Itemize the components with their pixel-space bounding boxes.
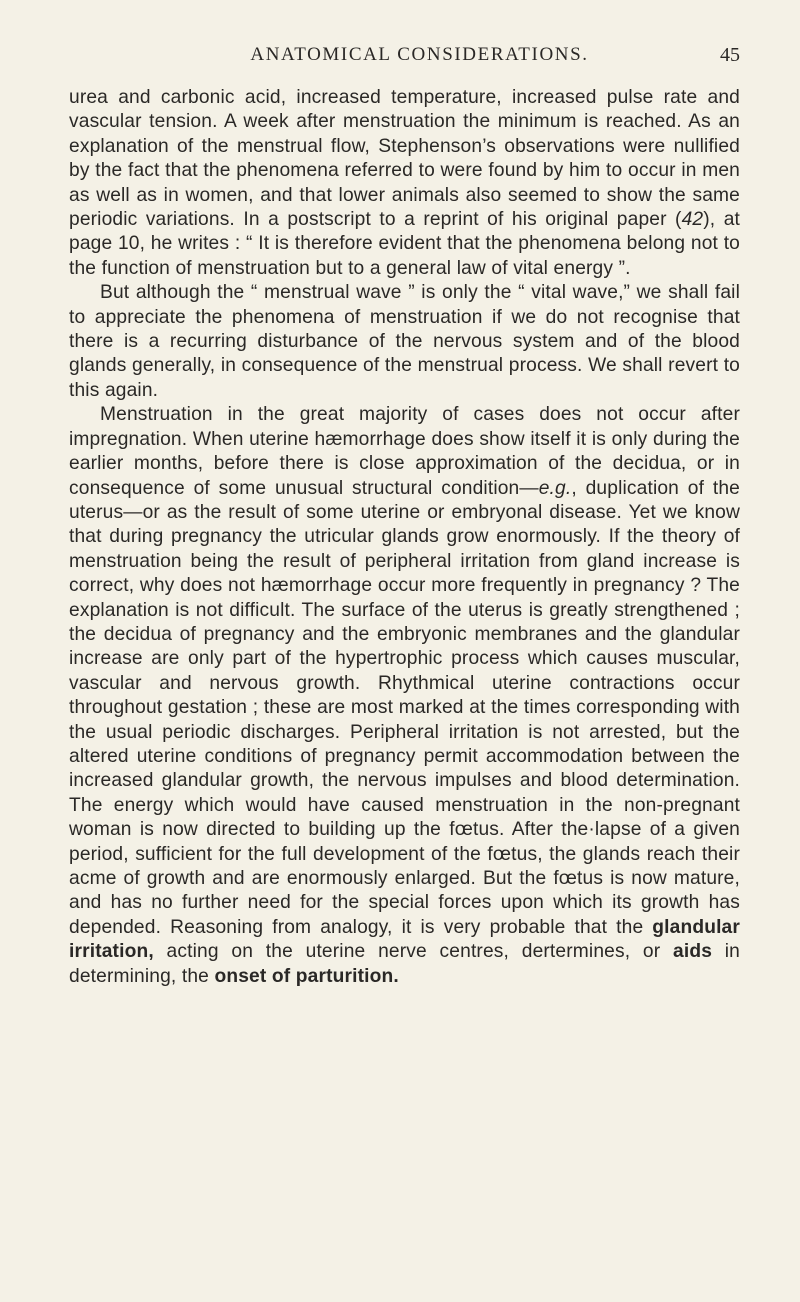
text-run: in determining, the <box>69 941 740 987</box>
text-run: But although the “ menstrual wave ” is only the “ vital wave,” we shall fail to appreciate the phenomena of menstruation if we do not recognise that there is a recurring disturbance of the nervous system and of the blood glands generally, in consequence of the menstrual process. We shall revert to this again. <box>69 282 740 401</box>
italic-abbreviation: e.g. <box>538 477 572 499</box>
paragraph-3 <box>69 403 740 989</box>
bold-term-onset-of-parturition: onset of parturition. <box>214 965 399 987</box>
text-run: ), at page 10, he writes : “ It is therefore evident that the phenomena belong not to the function of menstruation but to a general law of vital energy ”. <box>69 209 740 279</box>
page-number: 45 <box>720 44 740 66</box>
citation-number: 42 <box>681 209 704 231</box>
body-text <box>69 86 740 989</box>
running-title: ANATOMICAL CONSIDERATIONS. <box>250 44 589 65</box>
text-run: acting on the uterine nerve centres, dertermines, or <box>153 941 674 963</box>
text-run: Menstruation in the great majority of cases does not occur after impregnation. When uterine hæmorrhage does show itself it is only during the earlier months, before there is close approximation of the decidua, or in consequence of some unusual structural condition— <box>69 404 740 499</box>
bold-term-glandular-irritation: glandular irritation, <box>69 916 740 963</box>
paragraph-1 <box>69 86 740 281</box>
paragraph-2 <box>69 281 740 403</box>
bold-term-aids: aids <box>673 941 713 963</box>
running-head <box>69 44 740 76</box>
text-run: urea and carbonic acid, increased temperature, increased pulse rate and vascular tension. A week after menstruation the minimum is reached. As an explanation of the menstrual flow, Stephenson’s observations were nullified by the fact that the phenomena referred to were found by him to occur in men as well as in women, and that lower animals also seemed to show the same periodic variations. In a postscript to a reprint of his original paper ( <box>69 87 740 231</box>
text-run: , duplication of the uterus—or as the result of some uterine or embryonal disease. Yet we know that during pregnancy the utricular glands grow enormously. If the theory of menstruation being the result of peripheral irritation from gland increase is correct, why does not hæmorrhage occur more frequently in pregnancy ? The explanation is not difficult. The surface of the uterus is greatly strengthened ; the decidua of pregnancy and the embryonic membranes and the glandular increase are only part of the hypertrophic process which causes muscular, vascular and nervous growth. Rhythmical uterine contractions occur throughout gestation ; these are most marked at the times corresponding with the usual periodic discharges. Peripheral irritation is not arrested, but the altered uterine conditions of pregnancy permit accommodation between the increased glandular growth, the nervous impulses and blood determination. The energy which would have caused menstruation in the non-pregnant woman is now directed to building up the fœtus. After the·lapse of a given period, sufficient for the full development of the fœtus, the glands reach their acme of growth and are enormously enlarged. But the fœtus is now mature, and has no further need for the special forces upon which its growth has depended. Reasoning from analogy, it is very probable that the <box>69 477 741 938</box>
